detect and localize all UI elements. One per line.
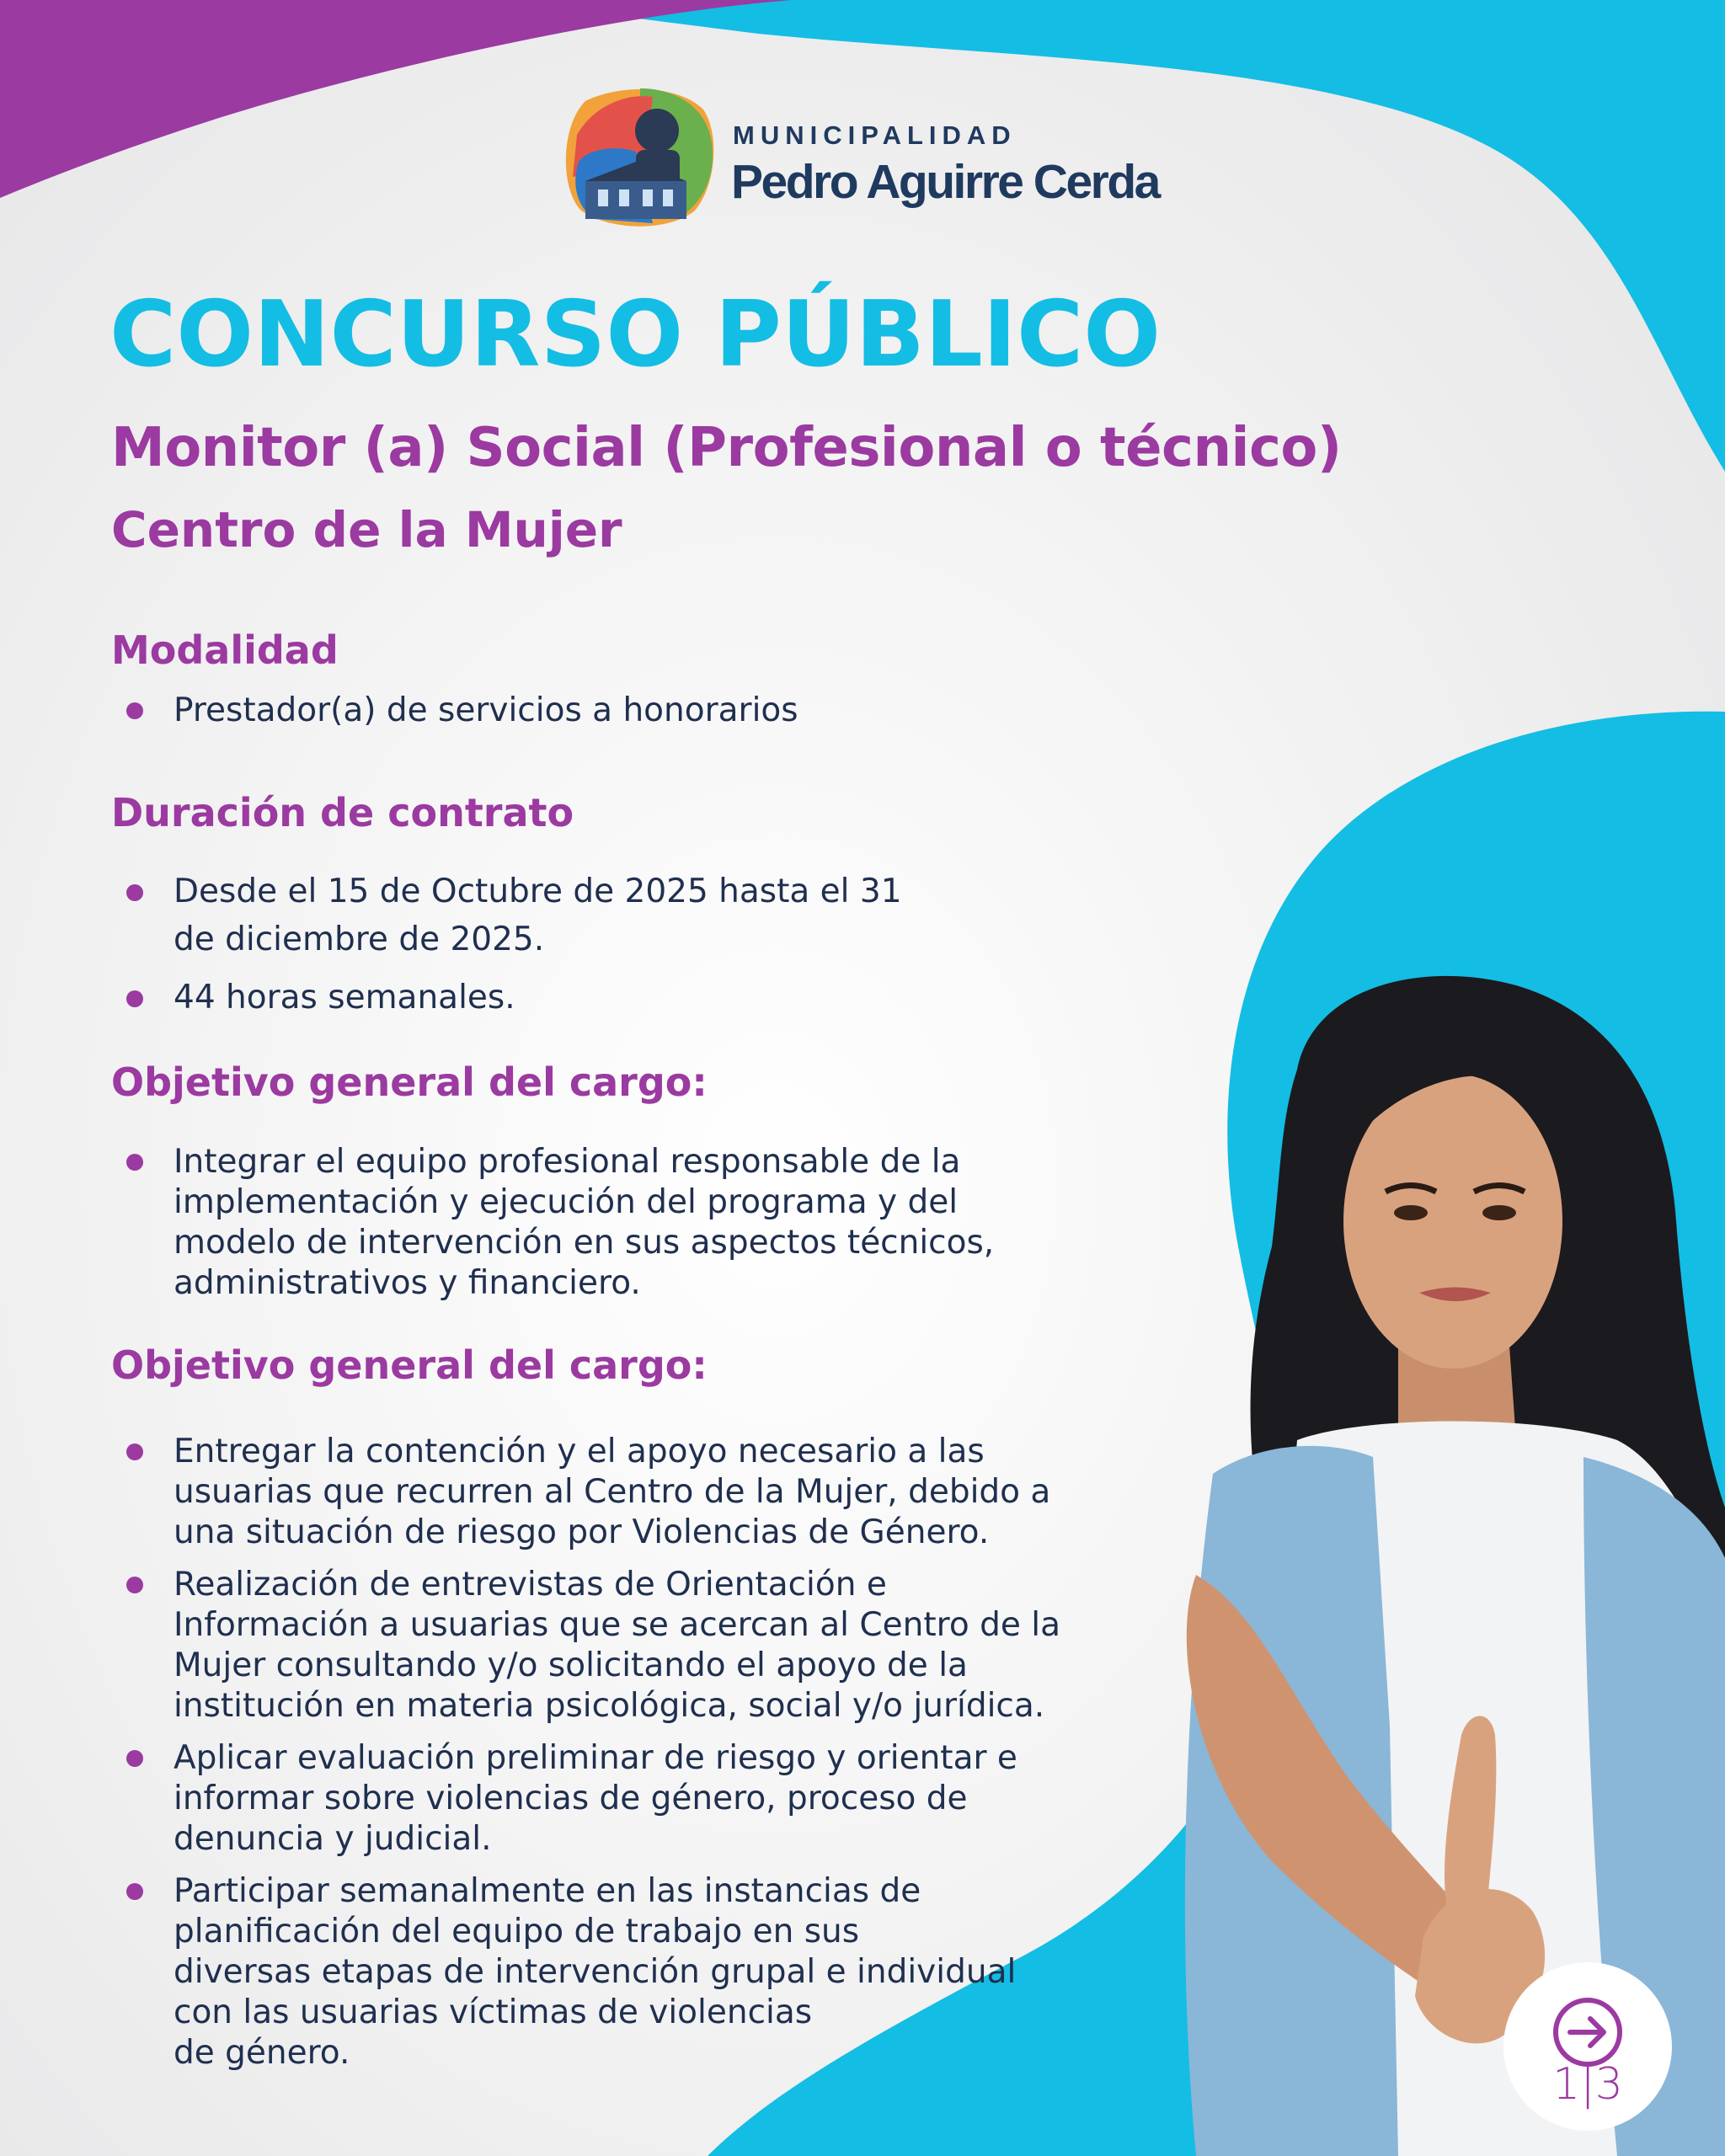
section-heading-objetivo-2: Objetivo general del cargo: xyxy=(111,1342,708,1388)
list-item: Prestador(a) de servicios a honorarios xyxy=(111,691,798,731)
next-page-button[interactable] xyxy=(1503,1962,1672,2131)
logo-top-line: MUNICIPALIDAD xyxy=(733,120,1017,150)
section-heading-objetivo-1: Objetivo general del cargo: xyxy=(111,1059,708,1105)
page-current: 1 xyxy=(1552,2059,1581,2110)
duracion-list xyxy=(111,867,902,1022)
municipality-logo[interactable] xyxy=(560,80,1200,232)
logo-name: Pedro Aguirre Cerda xyxy=(731,155,1159,209)
bullet-icon xyxy=(126,1883,143,1900)
section-heading-modalidad: Modalidad xyxy=(111,627,339,673)
list-item: Realización de entrevistas de Orientación e Información a usuarias que se acercan al Centro de la Mujer consultando y/o solicitando el apoyo de la institución en materia psicológica, social y/o jurídica. xyxy=(111,1565,1060,1726)
bullet-icon xyxy=(126,884,143,901)
page-counter xyxy=(1503,2059,1672,2110)
objetivo-1-list xyxy=(111,1142,994,1304)
municipal-logo-icon xyxy=(560,84,716,227)
list-item: 44 horas semanales. xyxy=(111,974,902,1022)
unit-title: Centro de la Mujer xyxy=(111,501,622,558)
modalidad-list xyxy=(111,691,798,731)
list-item: Integrar el equipo profesional responsable de la implementación y ejecución del programa y del modelo de intervención en sus aspectos técnicos, administrativos y financiero. xyxy=(111,1142,994,1304)
bullet-icon xyxy=(126,990,143,1007)
page-separator: | xyxy=(1580,2059,1595,2110)
list-item: Participar semanalmente en las instancias de planificación del equipo de trabajo en sus diversas etapas de intervención grupal e individual con las usuarias víctimas de violencias de género. xyxy=(111,1871,1060,2073)
position-title: Monitor (a) Social (Profesional o técnico) xyxy=(111,417,1342,479)
list-item: Desde el 15 de Octubre de 2025 hasta el 31 de diciembre de 2025. xyxy=(111,867,902,963)
woman-thumbs-up-photo xyxy=(1146,969,1725,2156)
bullet-icon xyxy=(126,702,143,719)
objetivo-2-list xyxy=(111,1432,1060,2073)
page-title: CONCURSO PÚBLICO xyxy=(109,282,1162,387)
bullet-icon xyxy=(126,1577,143,1593)
list-item: Aplicar evaluación preliminar de riesgo y orientar e informar sobre violencias de género, proceso de denuncia y judicial. xyxy=(111,1738,1060,1860)
page-total: 3 xyxy=(1594,2059,1623,2110)
section-heading-duracion: Duración de contrato xyxy=(111,790,574,835)
list-item: Entregar la contención y el apoyo necesario a las usuarias que recurren al Centro de la Mujer, debido a una situación de riesgo por Violencias de Género. xyxy=(111,1432,1060,1553)
cyan-top-wave xyxy=(505,0,1725,472)
bullet-icon xyxy=(126,1750,143,1767)
bullet-icon xyxy=(126,1444,143,1460)
bullet-icon xyxy=(126,1154,143,1171)
